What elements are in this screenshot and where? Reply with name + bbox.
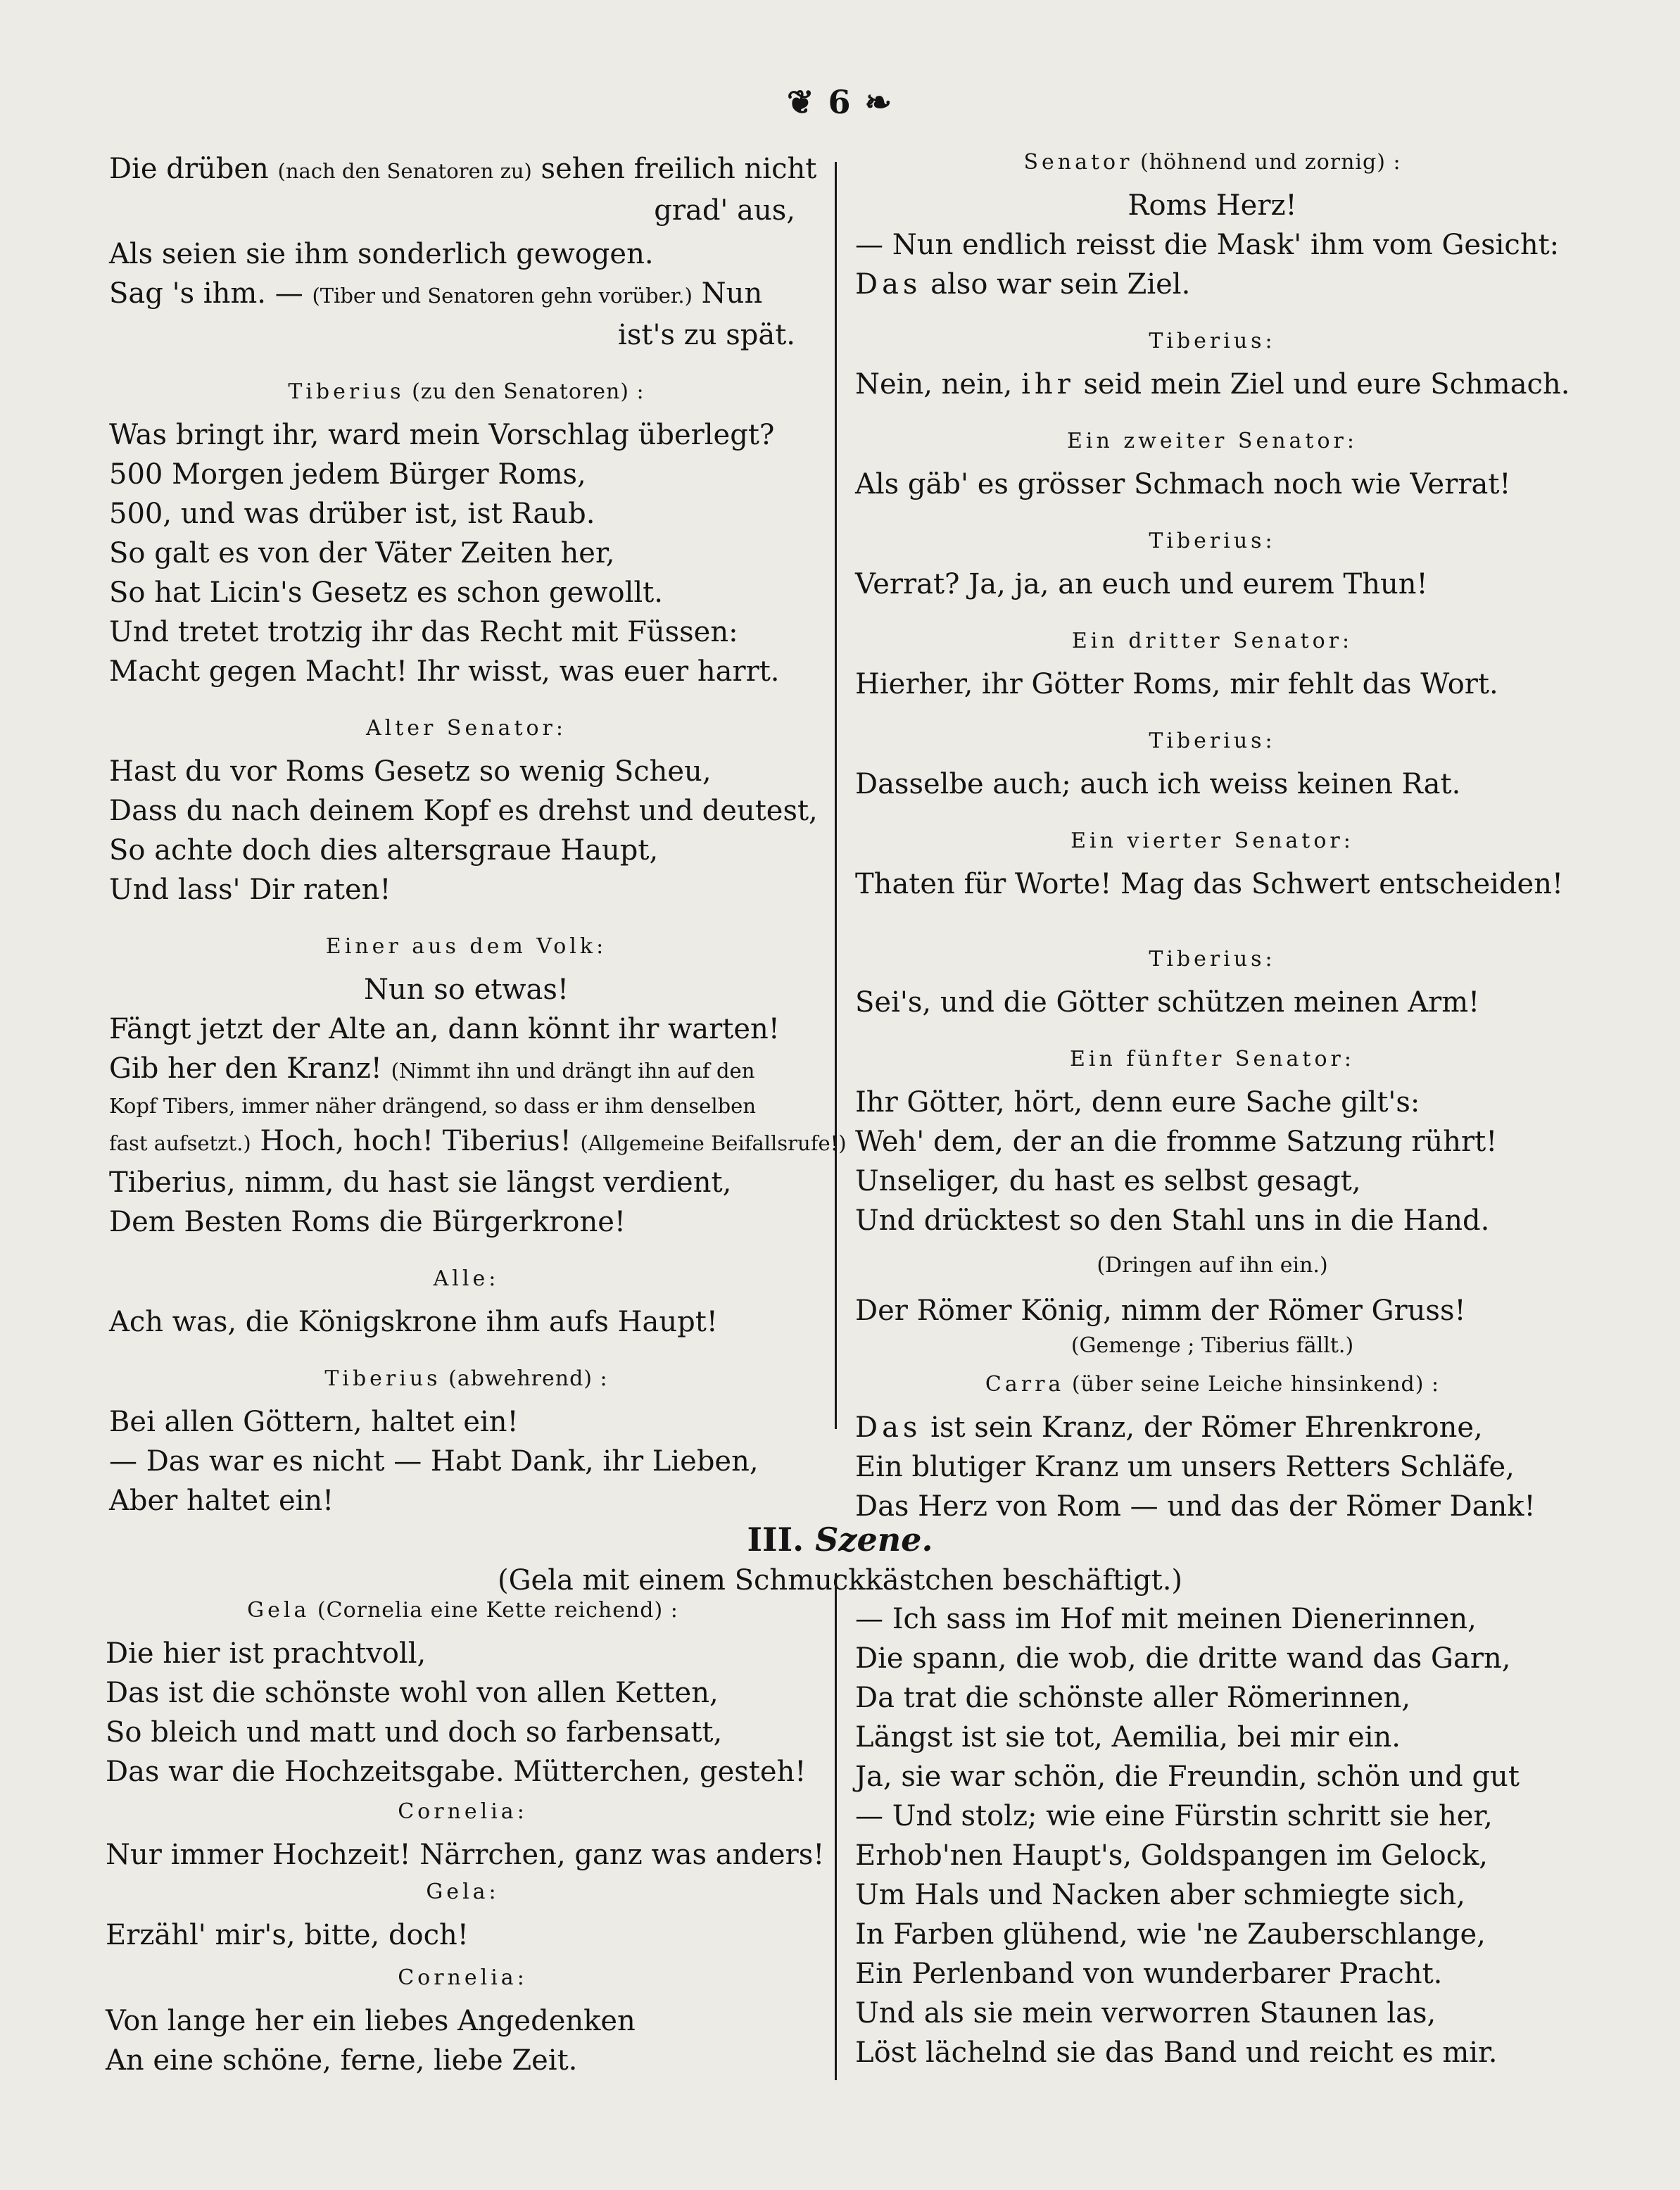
speaker-carra: Carra (über seine Leiche hinsinkend) : [985, 1372, 1440, 1397]
page-number-header: ❦ 6 ❧ [786, 83, 894, 121]
verse-line: Ja, sie war schön, die Freundin, schön und gut [855, 1761, 1520, 1793]
column-divider-bottom [835, 1573, 837, 2080]
verse-line: Und lass' Dir raten! [109, 874, 391, 906]
verse-line: Erhob'nen Haupt's, Goldspangen im Gelock, [855, 1839, 1489, 1872]
speaker-dritter-senator: Ein dritter Senator: [1071, 629, 1353, 653]
speaker-cornelia: Cornelia: [398, 1799, 528, 1824]
speaker-tiberius: Tiberius: [1149, 729, 1276, 753]
verse-line: Tiberius, nimm, du hast sie längst verdient, [109, 1166, 732, 1199]
verse-line: 500, und was drüber ist, ist Raub. [109, 498, 595, 530]
speaker-senator: Senator (höhnend und zornig) : [1023, 150, 1401, 175]
verse-line: Was bringt ihr, ward mein Vorschlag überlegt? [109, 419, 775, 451]
verse-line: Längst ist sie tot, Aemilia, bei mir ein. [855, 1721, 1401, 1754]
verse-line: Da trat die schönste aller Römerinnen, [855, 1682, 1411, 1714]
verse-line: Dass du nach deinem Kopf es drehst und deutest, [109, 795, 818, 827]
verse-line: Macht gegen Macht! Ihr wisst, was euer harrt. [109, 655, 780, 688]
verse-line: Nun so etwas! [364, 974, 569, 1006]
left-column-top [109, 149, 847, 1521]
speaker-tiberius: Tiberius: [1149, 329, 1276, 353]
verse-line: So bleich und matt und doch so farbensatt, [106, 1716, 723, 1749]
verse-line: — Das war es nicht — Habt Dank, ihr Lieben, [109, 1445, 759, 1478]
verse-line: So hat Licin's Gesetz es schon gewollt. [109, 577, 663, 609]
scene-title: III. Szene. [747, 1521, 933, 1559]
right-column-top [855, 149, 1570, 1526]
speaker-zweiter-senator: Ein zweiter Senator: [1067, 429, 1358, 453]
verse-line: Hast du vor Roms Gesetz so wenig Scheu, [109, 755, 712, 788]
stage-direction: (nach den Senatoren zu) [277, 159, 532, 183]
left-column-bottom [106, 1587, 825, 2080]
verse-line: Unseliger, du hast es selbst gesagt, [855, 1165, 1361, 1197]
verse-line: — Ich sass im Hof mit meinen Dienerinnen, [855, 1603, 1477, 1635]
verse-line: So achte doch dies altersgraue Haupt, [109, 834, 659, 867]
verse-block [106, 2001, 820, 2080]
stage-direction: Kopf Tibers, immer näher drängend, so dass er ihm denselben [109, 1094, 757, 1118]
verse-line: Als gäb' es grösser Schmach noch wie Verrat! [855, 468, 1511, 501]
verse-line: Sag 's ihm. — (Tiber und Senatoren gehn vorüber.) Nun [109, 277, 763, 310]
verse-line: Das war die Hochzeitsgabe. Mütterchen, gesteh! [106, 1756, 807, 1788]
speaker-cornelia: Cornelia: [398, 1965, 528, 1990]
right-column-bottom [855, 1599, 1570, 2072]
verse-line: Sei's, und die Götter schützen meinen Arm! [855, 986, 1480, 1019]
speaker-fuenfter-senator: Ein fünfter Senator: [1070, 1047, 1355, 1071]
verse-line: — Nun endlich reisst die Mask' ihm vom Gesicht: [855, 229, 1560, 261]
verse-line: An eine schöne, ferne, liebe Zeit. [106, 2044, 578, 2077]
verse-line: Dem Besten Roms die Bürgerkrone! [109, 1206, 626, 1238]
verse-line: Thaten für Worte! Mag das Schwert entscheiden! [855, 868, 1564, 900]
verse-line: Hierher, ihr Götter Roms, mir fehlt das Wort. [855, 668, 1498, 700]
verse-line: — Und stolz; wie eine Fürstin schritt sie her, [855, 1800, 1493, 1832]
verse-line: Weh' dem, der an die fromme Satzung rührt! [855, 1126, 1498, 1158]
verse-line: grad' aus, [654, 194, 795, 227]
verse-line: Die hier ist prachtvoll, [106, 1637, 427, 1670]
verse-line: Ihr Götter, hört, denn eure Sache gilt's: [855, 1086, 1420, 1119]
verse-line: Erzähl' mir's, bitte, doch! [106, 1919, 469, 1951]
verse-block [855, 1083, 1570, 1240]
verse-line: Der Römer König, nimm der Römer Gruss! [855, 1295, 1466, 1327]
verse-line: Dasselbe auch; auch ich weiss keinen Rat. [855, 768, 1461, 800]
speaker-vierter-senator: Ein vierter Senator: [1070, 829, 1354, 853]
speaker-gela: Gela: [426, 1880, 500, 1904]
speaker-tiberius: Tiberius (abwehrend) : [324, 1366, 608, 1391]
verse-line: So galt es von der Väter Zeiten her, [109, 537, 615, 569]
stage-direction: (Dringen auf ihn ein.) [1097, 1253, 1328, 1278]
verse-line: Gib her den Kranz! (Nimmt ihn und drängt ihn auf den [109, 1052, 755, 1085]
verse-block [109, 752, 823, 910]
verse-line: Bei allen Göttern, haltet ein! [109, 1406, 519, 1438]
speaker-gela: Gela (Cornelia eine Kette reichend) : [247, 1598, 678, 1623]
verse-line: Das also war sein Ziel. [855, 268, 1191, 301]
verse-line: Die drüben (nach den Senatoren zu) sehen freilich nicht [109, 153, 817, 185]
verse-block [855, 1599, 1570, 2072]
verse-line: Und als sie mein verworren Staunen las, [855, 1997, 1436, 2029]
stage-direction: (Gemenge ; Tiberius fällt.) [1070, 1333, 1354, 1358]
verse-line: Nur immer Hochzeit! Närrchen, ganz was anders! [106, 1839, 825, 1871]
scene-stage-direction: (Gela mit einem Schmuckkästchen beschäftigt.) [497, 1564, 1183, 1597]
verse-line: Verrat? Ja, ja, an euch und eurem Thun! [855, 568, 1428, 600]
speaker-alle: Alle: [433, 1266, 500, 1291]
column-divider-top [835, 162, 837, 1429]
verse-line: Das ist die schönste wohl von allen Ketten, [106, 1677, 719, 1709]
verse-line: Und tretet trotzig ihr das Recht mit Füssen: [109, 616, 738, 648]
verse-block [106, 1634, 820, 1792]
verse-line: Aber haltet ein! [109, 1485, 334, 1517]
speaker-tiberius: Tiberius: [1149, 529, 1276, 553]
stage-direction: (Nimmt ihn und drängt ihn auf den [391, 1059, 755, 1083]
speaker-tiberius: Tiberius: [1149, 947, 1276, 971]
verse-block [109, 1402, 823, 1521]
verse-line: In Farben glühend, wie 'ne Zauberschlange, [855, 1918, 1486, 1951]
verse-line: Ein Perlenband von wunderbarer Pracht. [855, 1958, 1443, 1990]
stage-direction: (Tiber und Senatoren gehn vorüber.) [312, 284, 693, 308]
verse-line: Löst lächelnd sie das Band und reicht es mir. [855, 2037, 1498, 2069]
verse-line: Um Hals und Nacken aber schmiegte sich, [855, 1879, 1465, 1911]
verse-line: ist's zu spät. [618, 319, 795, 351]
speaker-einer-aus-dem-volk: Einer aus dem Volk: [325, 934, 607, 959]
verse-line: Nein, nein, ihr seid mein Ziel und eure Schmach. [855, 368, 1570, 401]
speaker-tiberius: Tiberius (zu den Senatoren) : [288, 379, 645, 404]
verse-line: Und drücktest so den Stahl uns in die Hand. [855, 1204, 1490, 1237]
verse-line: Fängt jetzt der Alte an, dann könnt ihr warten! [109, 1013, 780, 1045]
speaker-alter-senator: Alter Senator: [365, 716, 567, 741]
verse-line: fast aufsetzt.) Hoch, hoch! Tiberius! (Allgemeine Beifallsrufe!) [109, 1125, 847, 1157]
verse-line: Die spann, die wob, die dritte wand das Garn, [855, 1642, 1511, 1675]
verse-line: Roms Herz! [1128, 189, 1297, 222]
verse-line: Von lange her ein liebes Angedenken [106, 2005, 636, 2037]
verse-line: Das Herz von Rom — und das der Römer Dank! [855, 1490, 1536, 1523]
verse-line: Das ist sein Kranz, der Römer Ehrenkrone, [855, 1411, 1483, 1444]
verse-line: Als seien sie ihm sonderlich gewogen. [109, 238, 654, 270]
verse-line: Ach was, die Königskrone ihm aufs Haupt! [109, 1306, 718, 1338]
verse-line: 500 Morgen jedem Bürger Roms, [109, 458, 586, 491]
verse-block [109, 415, 823, 691]
verse-line: Ein blutiger Kranz um unsers Retters Schläfe, [855, 1451, 1515, 1483]
